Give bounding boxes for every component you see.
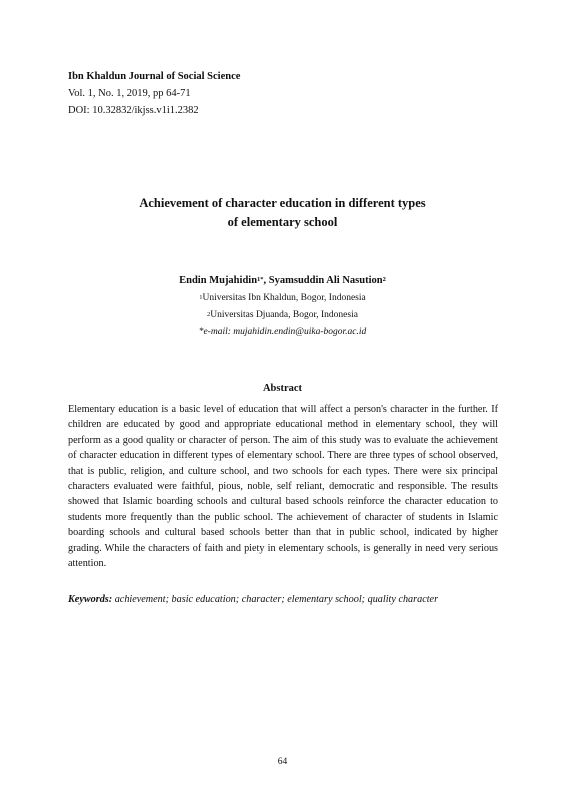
journal-header [68, 68, 240, 119]
author-2-name: Syamsuddin Ali Nasution [268, 275, 383, 286]
journal-volume: Vol. 1, No. 1, 2019, pp 64-71 [68, 88, 191, 99]
author-separator: , [263, 275, 269, 286]
abstract-heading: Abstract [262, 383, 303, 394]
journal-name: Ibn Khaldun Journal of Social Science [68, 71, 241, 82]
affiliation-2-text: Universitas Djuanda, Bogor, Indonesia [210, 310, 358, 320]
author-1-mark: 1* [257, 276, 264, 283]
page-number: 64 [277, 757, 288, 767]
keywords-label: Keywords: [68, 594, 113, 605]
abstract-body: Elementary education is a basic level of education that will affect a person's character in the further. If children are educated by good and appropriate educational method in elementary school, they will perform as a good quality or character of person. The aim of this study was to evaluate the achievement of character education in different types of elementary school. There are three types of school observed, that is public, religion, and culture school, and two schools for each types. There were six principal characters evaluated were faithful, pious, noble, self reliant, democratic and responsible. The results showed that Islamic boarding schools and cultural based schools reinforce the character education to students more frequently than the public school. The achievement of character of students in Islamic boarding schools and cultural based schools better than that in public school, indicated by higher grading. While the characters of faith and piety in elementary schools, is generally in need very serious attention. [68, 404, 498, 570]
author-list [60, 272, 505, 290]
affiliation-2 [60, 307, 505, 324]
author-1-name: Endin Mujahidin [179, 275, 258, 286]
keywords-text: achievement; basic education; character; elementary school; quality character [112, 594, 439, 605]
corresponding-email: *e-mail: mujahidin.endin@uika-bogor.ac.id [198, 327, 367, 337]
affiliation-1 [60, 290, 505, 307]
affiliation-2-mark: 2 [207, 311, 211, 318]
author-2-mark: 2 [382, 276, 386, 283]
paper-title-line-2: of elementary school [227, 215, 338, 229]
keywords [68, 592, 498, 607]
authors-block [60, 272, 505, 341]
affiliation-1-mark: 1 [199, 294, 203, 301]
paper-title-line-1: Achievement of character education in different types [139, 196, 426, 210]
paper-title [60, 194, 505, 232]
affiliation-1-text: Universitas Ibn Khaldun, Bogor, Indonesia [202, 293, 366, 303]
journal-doi: DOI: 10.32832/ikjss.v1i1.2382 [68, 105, 199, 116]
